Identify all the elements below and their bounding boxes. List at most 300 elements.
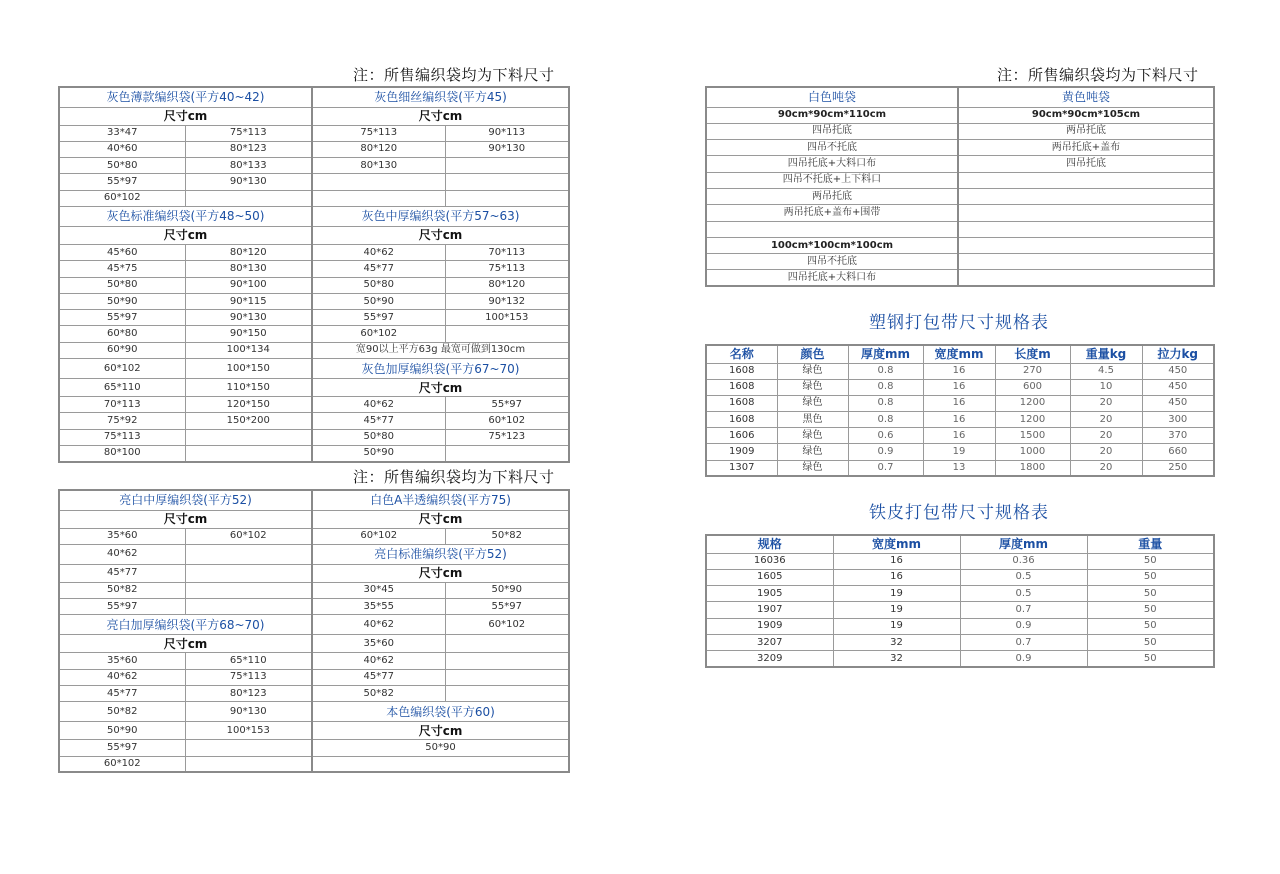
table-row	[706, 412, 1214, 428]
table-cell: 50*80	[312, 429, 445, 445]
table-cell: 75*113	[185, 125, 312, 141]
table-cell: 450	[1142, 395, 1214, 411]
table-cell: 1800	[995, 460, 1070, 476]
table-cell: 两吊托底+盖布+围带	[706, 205, 958, 221]
table-cell: 两吊托底+盖布	[958, 140, 1214, 156]
table-cell: 1000	[995, 444, 1070, 460]
unit-label: 尺寸cm	[312, 107, 569, 125]
table-cell: 16	[833, 553, 960, 569]
table-cell: 75*113	[185, 669, 312, 685]
table-cell	[958, 270, 1214, 286]
table-cell: 60*102	[185, 528, 312, 544]
table-cell: 0.6	[848, 428, 923, 444]
table-cell: 50*90	[312, 445, 445, 461]
table-cell: 3209	[706, 651, 833, 667]
table-cell: 80*130	[312, 158, 445, 174]
table-cell: 35*55	[312, 599, 445, 615]
table-row	[59, 669, 569, 685]
table-cell	[185, 756, 312, 772]
table-cell: 0.5	[960, 569, 1087, 585]
table-cell: 30*45	[312, 582, 445, 598]
table-row	[706, 363, 1214, 379]
table-cell: 四吊托底	[958, 156, 1214, 172]
table-cell: 90cm*90cm*110cm	[706, 107, 958, 123]
table-row	[59, 326, 569, 342]
table-cell: 55*97	[445, 397, 569, 413]
section-title: 亮白加厚编织袋(平方68~70)	[59, 615, 312, 635]
table-cell: 60*90	[59, 342, 185, 358]
table-cell: 40*62	[312, 244, 445, 260]
plastic-steel-strap-table	[705, 344, 1215, 477]
table-cell: 110*150	[185, 379, 312, 397]
section-title: 灰色加厚编织袋(平方67~70)	[312, 359, 569, 379]
table-row	[59, 158, 569, 174]
table-cell	[185, 445, 312, 461]
table-cell: 450	[1142, 363, 1214, 379]
table-cell	[312, 174, 445, 190]
table-cell: 绿色	[777, 395, 848, 411]
table-cell	[958, 205, 1214, 221]
table-cell: 黑色	[777, 412, 848, 428]
table-cell: 60*102	[445, 413, 569, 429]
table-cell: 90*130	[445, 141, 569, 157]
table-row	[706, 634, 1214, 650]
table-cell: 50*80	[312, 277, 445, 293]
column-header: 颜色	[777, 345, 848, 363]
table-cell: 80*123	[185, 685, 312, 701]
table-cell: 90*130	[185, 702, 312, 722]
table-cell: 3207	[706, 634, 833, 650]
table-cell: 50*80	[59, 158, 185, 174]
unit-label: 尺寸cm	[312, 510, 569, 528]
table-cell: 1608	[706, 395, 777, 411]
table-cell: 四吊托底	[706, 123, 958, 139]
table-row	[59, 261, 569, 277]
table-cell: 两吊托底	[958, 123, 1214, 139]
table-cell: 0.36	[960, 553, 1087, 569]
column-header: 重量	[1087, 535, 1214, 553]
table-row	[706, 156, 1214, 172]
column-header: 宽度mm	[833, 535, 960, 553]
table-row	[59, 174, 569, 190]
table-cell: 16	[923, 412, 995, 428]
table-row	[59, 685, 569, 701]
table-cell: 1200	[995, 412, 1070, 428]
table-row	[59, 445, 569, 461]
table-cell: 1909	[706, 444, 777, 460]
table-row	[59, 653, 569, 669]
table-cell: 120*150	[185, 397, 312, 413]
table-row	[59, 429, 569, 445]
table-row	[706, 237, 1214, 253]
table-row	[59, 740, 569, 756]
table-cell: 10	[1070, 379, 1142, 395]
table-cell: 0.5	[960, 586, 1087, 602]
table-cell: 四吊托底+大料口布	[706, 156, 958, 172]
table-cell	[445, 685, 569, 701]
column-header: 厚度mm	[848, 345, 923, 363]
table-row	[59, 510, 569, 528]
table-cell: 60*102	[59, 756, 185, 772]
table-cell: 1500	[995, 428, 1070, 444]
table-row	[59, 397, 569, 413]
section-title: 灰色中厚编织袋(平方57~63)	[312, 206, 569, 226]
note-material-size-3: 注：所售编织袋均为下料尺寸	[997, 66, 1199, 84]
table-row	[59, 528, 569, 544]
table-cell: 四吊不托底+上下料口	[706, 172, 958, 188]
table-cell: 45*60	[59, 244, 185, 260]
table-cell: 80*120	[445, 277, 569, 293]
table-cell	[185, 740, 312, 756]
plastic-steel-strap-title: 塑钢打包带尺寸规格表	[869, 313, 1049, 333]
table-cell: 90cm*90cm*105cm	[958, 107, 1214, 123]
section-title: 白色A半透编织袋(平方75)	[312, 490, 569, 510]
table-cell: 660	[1142, 444, 1214, 460]
table-cell: 16	[923, 379, 995, 395]
table-cell: 55*97	[312, 310, 445, 326]
table-cell: 75*92	[59, 413, 185, 429]
table-cell: 40*60	[59, 141, 185, 157]
table-cell: 55*97	[59, 174, 185, 190]
table-cell: 450	[1142, 379, 1214, 395]
section-title: 灰色细丝编织袋(平方45)	[312, 87, 569, 107]
table-row	[706, 460, 1214, 476]
header-row	[706, 535, 1214, 553]
table-cell: 16	[923, 395, 995, 411]
table-row	[706, 444, 1214, 460]
table-cell	[445, 445, 569, 461]
table-cell	[185, 429, 312, 445]
table-row	[706, 254, 1214, 270]
iron-strap-title: 铁皮打包带尺寸规格表	[869, 503, 1049, 523]
table-cell: 80*100	[59, 445, 185, 461]
table-cell: 70*113	[59, 397, 185, 413]
table-cell: 100*150	[185, 359, 312, 379]
section-note: 宽90以上平方63g 最宽可做到130cm	[312, 342, 569, 358]
table-cell: 19	[923, 444, 995, 460]
table-cell: 20	[1070, 428, 1142, 444]
table-row	[706, 586, 1214, 602]
table-cell: 1608	[706, 363, 777, 379]
table-cell: 35*60	[59, 528, 185, 544]
table-cell: 20	[1070, 460, 1142, 476]
table-cell: 50*90	[445, 582, 569, 598]
table-cell	[958, 188, 1214, 204]
table-cell: 100*134	[185, 342, 312, 358]
table-cell: 55*97	[59, 740, 185, 756]
table-cell: 1608	[706, 412, 777, 428]
section-title: 灰色标准编织袋(平方48~50)	[59, 206, 312, 226]
table-cell: 20	[1070, 395, 1142, 411]
table-cell: 绿色	[777, 428, 848, 444]
table-cell: 50*90	[59, 293, 185, 309]
table-row	[706, 172, 1214, 188]
table-cell	[445, 190, 569, 206]
table-cell: 0.8	[848, 363, 923, 379]
table-cell: 80*120	[312, 141, 445, 157]
table-cell: 16	[833, 569, 960, 585]
table-cell: 40*62	[59, 544, 185, 564]
table-cell	[958, 254, 1214, 270]
table-cell: 50	[1087, 618, 1214, 634]
table-row	[59, 599, 569, 615]
table-row	[59, 379, 569, 397]
table-cell: 100*153	[445, 310, 569, 326]
table-cell: 20	[1070, 412, 1142, 428]
table-cell	[185, 544, 312, 564]
table-cell: 0.9	[848, 444, 923, 460]
table-cell: 50*90	[312, 293, 445, 309]
column-header: 名称	[706, 345, 777, 363]
table-cell	[312, 756, 569, 772]
table-row	[59, 359, 569, 379]
table-cell: 1200	[995, 395, 1070, 411]
table-cell: 60*102	[59, 190, 185, 206]
unit-label: 尺寸cm	[59, 107, 312, 125]
table-cell	[445, 653, 569, 669]
table-cell: 33*47	[59, 125, 185, 141]
table-cell	[958, 237, 1214, 253]
table-cell: 1605	[706, 569, 833, 585]
table-cell: 50	[1087, 569, 1214, 585]
section-title: 亮白标准编织袋(平方52)	[312, 544, 569, 564]
table-cell	[958, 172, 1214, 188]
table-row	[59, 107, 569, 125]
column-header: 规格	[706, 535, 833, 553]
table-cell: 50*82	[312, 685, 445, 701]
table-cell: 65*110	[185, 653, 312, 669]
table-row	[706, 205, 1214, 221]
table-row	[706, 553, 1214, 569]
table-cell: 270	[995, 363, 1070, 379]
table-cell: 两吊托底	[706, 188, 958, 204]
table-cell: 80*120	[185, 244, 312, 260]
table-cell: 50	[1087, 586, 1214, 602]
woven-bag-table-2	[58, 489, 570, 773]
table-cell: 45*75	[59, 261, 185, 277]
table-row	[59, 206, 569, 226]
table-cell: 40*62	[312, 615, 445, 635]
table-cell: 50*90	[312, 740, 569, 756]
table-cell: 4.5	[1070, 363, 1142, 379]
table-row	[59, 544, 569, 564]
table-row	[706, 651, 1214, 667]
table-row	[59, 87, 569, 107]
table-cell: 绿色	[777, 444, 848, 460]
table-cell: 1909	[706, 618, 833, 634]
table-cell: 13	[923, 460, 995, 476]
table-row	[706, 123, 1214, 139]
table-row	[59, 310, 569, 326]
table-row	[59, 615, 569, 635]
table-cell: 16	[923, 428, 995, 444]
table-row	[59, 277, 569, 293]
table-cell: 100cm*100cm*100cm	[706, 237, 958, 253]
table-cell	[445, 174, 569, 190]
table-cell: 0.7	[960, 634, 1087, 650]
table-cell	[185, 190, 312, 206]
table-row	[59, 226, 569, 244]
unit-label: 尺寸cm	[312, 564, 569, 582]
table-cell: 100*153	[185, 722, 312, 740]
table-cell: 绿色	[777, 460, 848, 476]
table-cell: 1907	[706, 602, 833, 618]
unit-label: 尺寸cm	[59, 510, 312, 528]
table-row	[59, 244, 569, 260]
table-cell: 0.7	[848, 460, 923, 476]
table-row	[59, 635, 569, 653]
table-cell: 45*77	[59, 564, 185, 582]
table-cell	[445, 635, 569, 653]
table-row	[706, 569, 1214, 585]
table-cell	[445, 158, 569, 174]
table-cell: 0.9	[960, 651, 1087, 667]
table-cell: 1606	[706, 428, 777, 444]
table-row	[59, 490, 569, 510]
table-row	[59, 702, 569, 722]
table-cell: 60*102	[312, 528, 445, 544]
table-cell: 75*113	[312, 125, 445, 141]
table-cell: 600	[995, 379, 1070, 395]
table-cell: 0.9	[960, 618, 1087, 634]
section-title: 灰色薄款编织袋(平方40~42)	[59, 87, 312, 107]
ton-bag-table	[705, 86, 1215, 287]
table-cell: 绿色	[777, 379, 848, 395]
column-header: 宽度mm	[923, 345, 995, 363]
table-cell: 80*130	[185, 261, 312, 277]
table-cell: 80*123	[185, 141, 312, 157]
table-cell: 四吊不托底	[706, 254, 958, 270]
table-cell	[185, 564, 312, 582]
table-cell: 0.7	[960, 602, 1087, 618]
table-cell	[312, 190, 445, 206]
table-cell: 20	[1070, 444, 1142, 460]
note-material-size-1: 注：所售编织袋均为下料尺寸	[353, 66, 555, 84]
table-cell: 19	[833, 602, 960, 618]
table-row	[706, 140, 1214, 156]
table-row	[706, 107, 1214, 123]
table-cell: 绿色	[777, 363, 848, 379]
table-cell: 四吊托底+大料口布	[706, 270, 958, 286]
table-cell: 75*113	[59, 429, 185, 445]
table-cell: 50*82	[59, 582, 185, 598]
table-row	[706, 602, 1214, 618]
table-cell: 90*150	[185, 326, 312, 342]
table-cell: 40*62	[312, 653, 445, 669]
table-cell: 80*133	[185, 158, 312, 174]
table-cell: 1307	[706, 460, 777, 476]
unit-label: 尺寸cm	[59, 635, 312, 653]
column-header: 长度m	[995, 345, 1070, 363]
unit-label: 尺寸cm	[59, 226, 312, 244]
table-cell: 90*113	[445, 125, 569, 141]
table-cell: 1905	[706, 586, 833, 602]
table-cell	[445, 669, 569, 685]
table-cell: 45*77	[312, 669, 445, 685]
table-cell: 1608	[706, 379, 777, 395]
table-row	[59, 190, 569, 206]
table-cell: 90*115	[185, 293, 312, 309]
table-row	[706, 428, 1214, 444]
table-row	[706, 270, 1214, 286]
header-row	[706, 87, 1214, 107]
table-row	[706, 395, 1214, 411]
table-cell: 90*100	[185, 277, 312, 293]
table-cell	[958, 221, 1214, 237]
table-cell	[706, 221, 958, 237]
table-row	[706, 618, 1214, 634]
table-row	[706, 379, 1214, 395]
table-cell: 60*102	[312, 326, 445, 342]
table-cell: 150*200	[185, 413, 312, 429]
table-cell: 50*82	[59, 702, 185, 722]
table-cell	[445, 326, 569, 342]
column-header: 白色吨袋	[706, 87, 958, 107]
table-cell: 19	[833, 586, 960, 602]
table-cell: 35*60	[312, 635, 445, 653]
table-cell: 60*102	[59, 359, 185, 379]
table-row	[59, 756, 569, 772]
table-row	[59, 125, 569, 141]
table-cell: 50	[1087, 651, 1214, 667]
table-cell: 55*97	[445, 599, 569, 615]
column-header: 拉力kg	[1142, 345, 1214, 363]
table-cell: 50	[1087, 602, 1214, 618]
table-cell: 16	[923, 363, 995, 379]
table-cell: 370	[1142, 428, 1214, 444]
table-row	[59, 582, 569, 598]
table-cell: 70*113	[445, 244, 569, 260]
section-title: 亮白中厚编织袋(平方52)	[59, 490, 312, 510]
unit-label: 尺寸cm	[312, 379, 569, 397]
column-header: 厚度mm	[960, 535, 1087, 553]
table-cell: 60*80	[59, 326, 185, 342]
iron-strap-table	[705, 534, 1215, 668]
table-row	[59, 413, 569, 429]
table-cell: 90*130	[185, 174, 312, 190]
table-cell: 50	[1087, 553, 1214, 569]
table-cell: 90*132	[445, 293, 569, 309]
table-cell: 45*77	[59, 685, 185, 701]
table-cell: 90*130	[185, 310, 312, 326]
table-cell: 55*97	[59, 599, 185, 615]
table-cell: 35*60	[59, 653, 185, 669]
table-cell: 60*102	[445, 615, 569, 635]
table-cell: 0.8	[848, 395, 923, 411]
table-row	[59, 564, 569, 582]
table-row	[706, 221, 1214, 237]
table-cell: 300	[1142, 412, 1214, 428]
woven-bag-table-1	[58, 86, 570, 463]
table-cell: 50*82	[445, 528, 569, 544]
table-cell: 50*90	[59, 722, 185, 740]
table-cell: 45*77	[312, 261, 445, 277]
table-cell: 250	[1142, 460, 1214, 476]
unit-label: 尺寸cm	[312, 722, 569, 740]
table-cell: 65*110	[59, 379, 185, 397]
table-cell: 45*77	[312, 413, 445, 429]
table-row	[706, 188, 1214, 204]
table-row	[59, 141, 569, 157]
table-cell: 16036	[706, 553, 833, 569]
table-row	[59, 722, 569, 740]
table-cell: 四吊不托底	[706, 140, 958, 156]
table-cell	[185, 599, 312, 615]
table-cell: 40*62	[59, 669, 185, 685]
table-cell: 55*97	[59, 310, 185, 326]
table-cell: 0.8	[848, 412, 923, 428]
table-cell: 0.8	[848, 379, 923, 395]
